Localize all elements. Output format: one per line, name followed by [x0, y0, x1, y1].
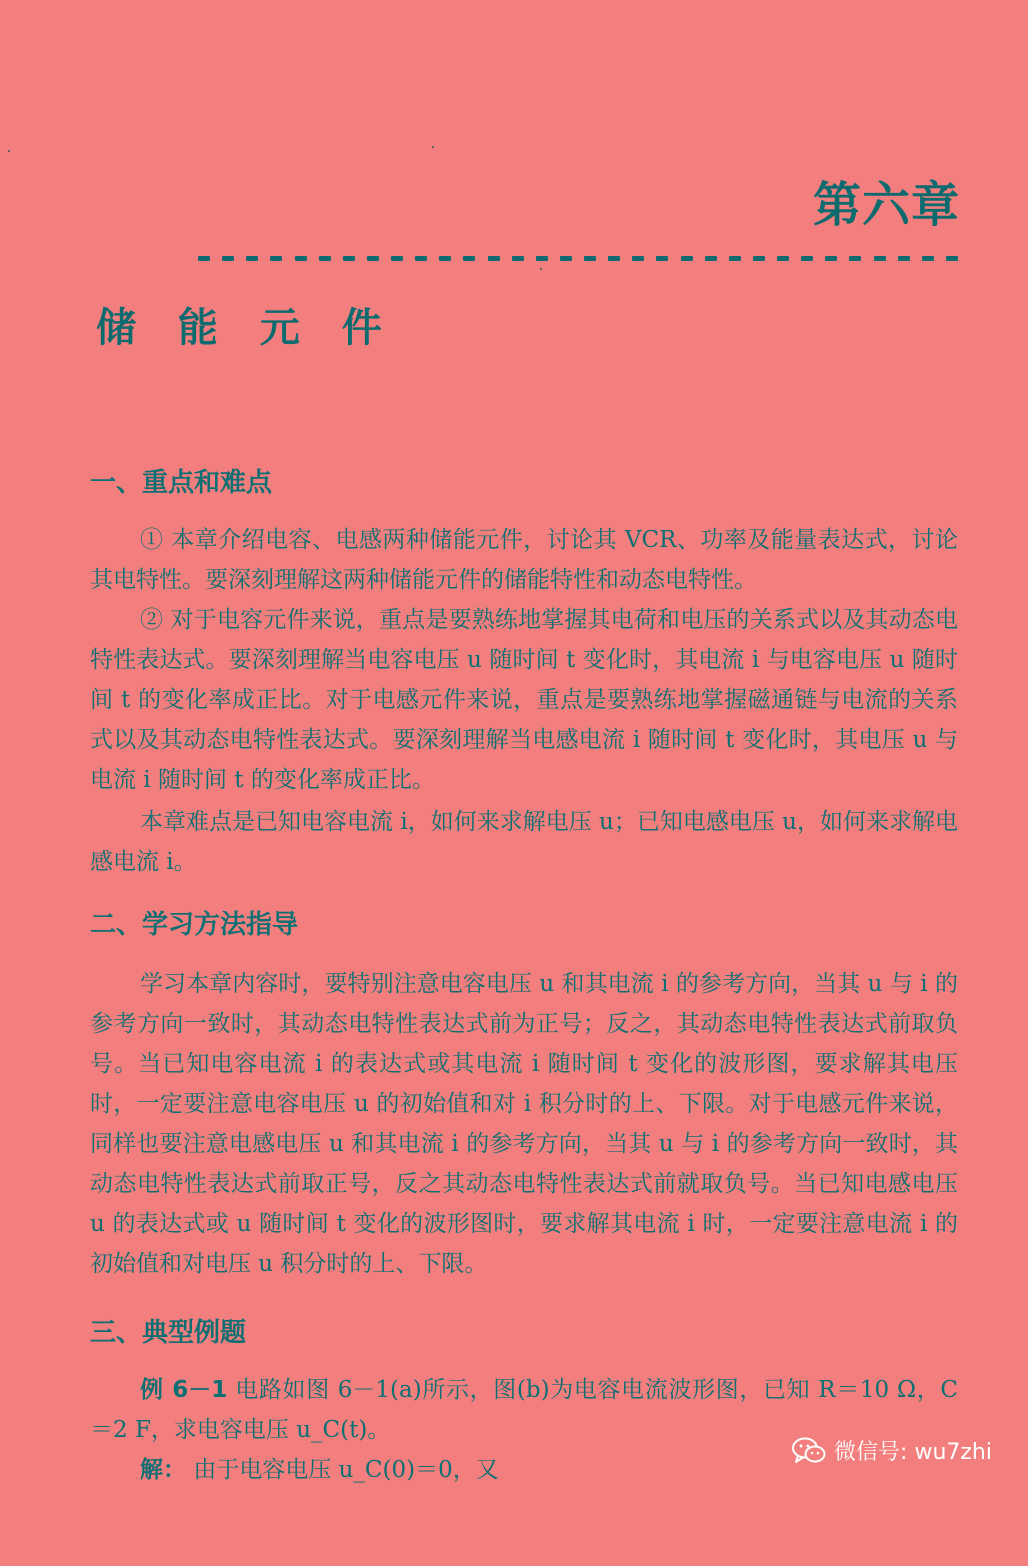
section-heading-key-points: 一、重点和难点: [90, 468, 273, 498]
chapter-title: 储 能 元 件: [96, 305, 396, 351]
scan-speck: [540, 268, 542, 270]
section-heading-study-method: 二、学习方法指导: [90, 910, 299, 940]
scan-speck: [8, 150, 10, 152]
watermark-text: 微信号: wu7zhi: [834, 1440, 992, 1465]
wechat-icon: [792, 1437, 826, 1465]
scan-speck: [432, 146, 434, 148]
wechat-watermark: [792, 1435, 992, 1466]
solution-text: 由于电容电压 u_C(0)＝0，又: [193, 1457, 499, 1483]
paragraph: ① 本章介绍电容、电感两种储能元件，讨论其 VCR、功率及能量表达式，讨论其电特性。要深刻理解这两种储能元件的储能特性和动态电特性。: [90, 527, 958, 593]
section-heading-examples: 三、典型例题: [90, 1318, 247, 1348]
paragraph: 学习本章内容时，要特别注意电容电压 u 和其电流 i 的参考方向，当其 u 与 i 的参考方向一致时，其动态电特性表达式前为正号；反之，其动态电特性表达式前取负号。当已知电容电流 i 的表达式或其电流 i 随时间 t 变化的波形图，要求解其电压时，一定要注意电容电压 u 的初始值和对 i 积分时的上、下限。对于电感元件来说，同样也要注意电感电压 u 和其电流 i 的参考方向，当其 u 与 i 的参考方向一致时，其动态电特性表达式前取正号，反之其动态电特性表达式前就取负号。当已知电感电压 u 的表达式或 u 随时间 t 变化的波形图时，要求解其电流 i 时，一定要注意电流 i 的初始值和对电压 u 积分时的上、下限。: [90, 971, 958, 1277]
decorative-dotted-rule: [198, 252, 958, 264]
example-text: 电路如图 6－1(a)所示，图(b)为电容电流波形图，已知 R＝10 Ω，C＝2 F，求电容电压 u_C(t)。: [90, 1377, 959, 1443]
paragraph: 本章难点是已知电容电流 i，如何来求解电压 u；已知电感电压 u，如何来求解电感电流 i。: [90, 809, 958, 875]
paragraph: ② 对于电容元件来说，重点是要熟练地掌握其电荷和电压的关系式以及其动态电特性表达式。要深刻理解当电容电压 u 随时间 t 变化时，其电流 i 与电容电压 u 随时间 t 的变化率成正比。对于电感元件来说，重点是要熟练地掌握磁通链与电流的关系式以及其动态电特性表达式。要深刻理解当电感电流 i 随时间 t 变化时，其电压 u 与电流 i 随时间 t 的变化率成正比。: [90, 607, 958, 793]
example-label: 例 6－1: [140, 1377, 228, 1403]
solution-label: 解：: [140, 1457, 186, 1483]
chapter-number: 第六章: [812, 177, 960, 233]
